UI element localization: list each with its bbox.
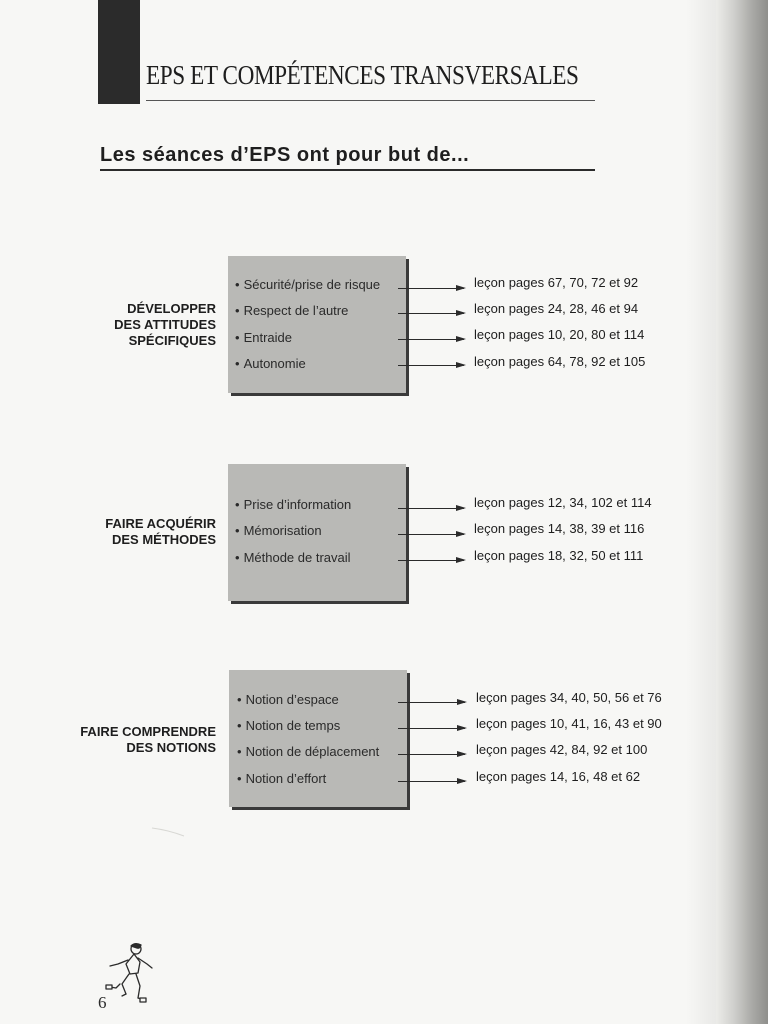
item-text: Entraide	[243, 330, 292, 345]
lesson-ref: leçon pages 10, 41, 16, 43 et 90	[476, 716, 662, 731]
group-label-attitudes	[66, 301, 216, 349]
list-item	[235, 356, 306, 371]
lesson-ref: leçon pages 34, 40, 50, 56 et 76	[476, 690, 662, 705]
arrow-icon	[398, 339, 464, 340]
bullet: •	[235, 303, 240, 318]
lesson-ref: leçon pages 67, 70, 72 et 92	[474, 275, 639, 290]
arrow-icon	[398, 728, 465, 729]
list-item	[237, 744, 379, 759]
bullet: •	[235, 277, 240, 292]
group-label-line: FAIRE ACQUÉRIR	[105, 516, 216, 531]
skills-box-notions	[229, 670, 407, 807]
item-text: Notion de temps	[245, 718, 341, 733]
bullet: •	[237, 744, 242, 759]
arrow-icon	[398, 534, 464, 535]
item-text: Sécurité/prise de risque	[243, 277, 381, 292]
arrow-icon	[398, 508, 464, 509]
item-text: Autonomie	[243, 356, 306, 371]
lesson-ref: leçon pages 14, 38, 39 et 116	[474, 521, 645, 536]
group-label-line: DES ATTITUDES	[114, 317, 216, 332]
item-text: Notion d’effort	[245, 771, 327, 786]
group-label-methodes	[66, 516, 216, 548]
list-item	[235, 330, 292, 345]
item-text: Notion d’espace	[245, 692, 339, 707]
arrow-icon	[398, 365, 464, 366]
bullet: •	[235, 356, 240, 371]
arrow-icon	[398, 702, 465, 703]
page-number: 6	[98, 993, 107, 1012]
page-title: EPS ET COMPÉTENCES TRANSVERSALES	[146, 60, 579, 90]
arrow-icon	[398, 560, 464, 561]
item-text: Notion de déplacement	[245, 744, 380, 759]
bullet: •	[235, 497, 240, 512]
group-label-notions	[66, 724, 216, 756]
list-item	[235, 277, 380, 292]
bullet: •	[235, 330, 240, 345]
page-gutter-shadow	[686, 0, 716, 1024]
group-label-line: DES MÉTHODES	[111, 532, 216, 547]
lesson-ref: leçon pages 14, 16, 48 et 62	[476, 769, 641, 784]
list-item	[235, 550, 351, 565]
arrow-icon	[398, 288, 464, 289]
item-text: Prise d’information	[243, 497, 352, 512]
running-child-icon	[100, 940, 160, 1010]
lesson-ref: leçon pages 18, 32, 50 et 111	[474, 548, 644, 563]
group-label-line: FAIRE COMPRENDRE	[80, 724, 216, 739]
lesson-ref: leçon pages 64, 78, 92 et 105	[474, 354, 646, 369]
list-item	[237, 718, 340, 733]
header-bar	[98, 0, 140, 104]
lesson-ref: leçon pages 42, 84, 92 et 100	[476, 742, 648, 757]
lesson-ref: leçon pages 12, 34, 102 et 114	[474, 495, 652, 510]
item-text: Respect de l’autre	[243, 303, 349, 318]
paper-mark	[150, 826, 190, 838]
arrow-icon	[398, 754, 465, 755]
item-text: Mémorisation	[243, 523, 322, 538]
bullet: •	[235, 523, 240, 538]
bullet: •	[237, 771, 242, 786]
list-item	[235, 497, 351, 512]
arrow-icon	[398, 313, 464, 314]
section-subtitle: Les séances d’EPS ont pour but de...	[100, 144, 470, 166]
bullet: •	[235, 550, 240, 565]
subtitle-rule	[100, 169, 595, 171]
lesson-ref: leçon pages 10, 20, 80 et 114	[474, 327, 645, 342]
title-rule	[146, 100, 595, 101]
book-spine	[716, 0, 768, 1024]
list-item	[235, 303, 348, 318]
bullet: •	[237, 692, 242, 707]
item-text: Méthode de travail	[243, 550, 351, 565]
arrow-icon	[398, 781, 465, 782]
list-item	[237, 692, 339, 707]
group-label-line: DES NOTIONS	[126, 740, 216, 755]
list-item	[235, 523, 322, 538]
lesson-ref: leçon pages 24, 28, 46 et 94	[474, 301, 639, 316]
list-item	[237, 771, 326, 786]
bullet: •	[237, 718, 242, 733]
group-label-line: DÉVELOPPER	[127, 301, 216, 316]
group-label-line: SPÉCIFIQUES	[128, 333, 216, 348]
